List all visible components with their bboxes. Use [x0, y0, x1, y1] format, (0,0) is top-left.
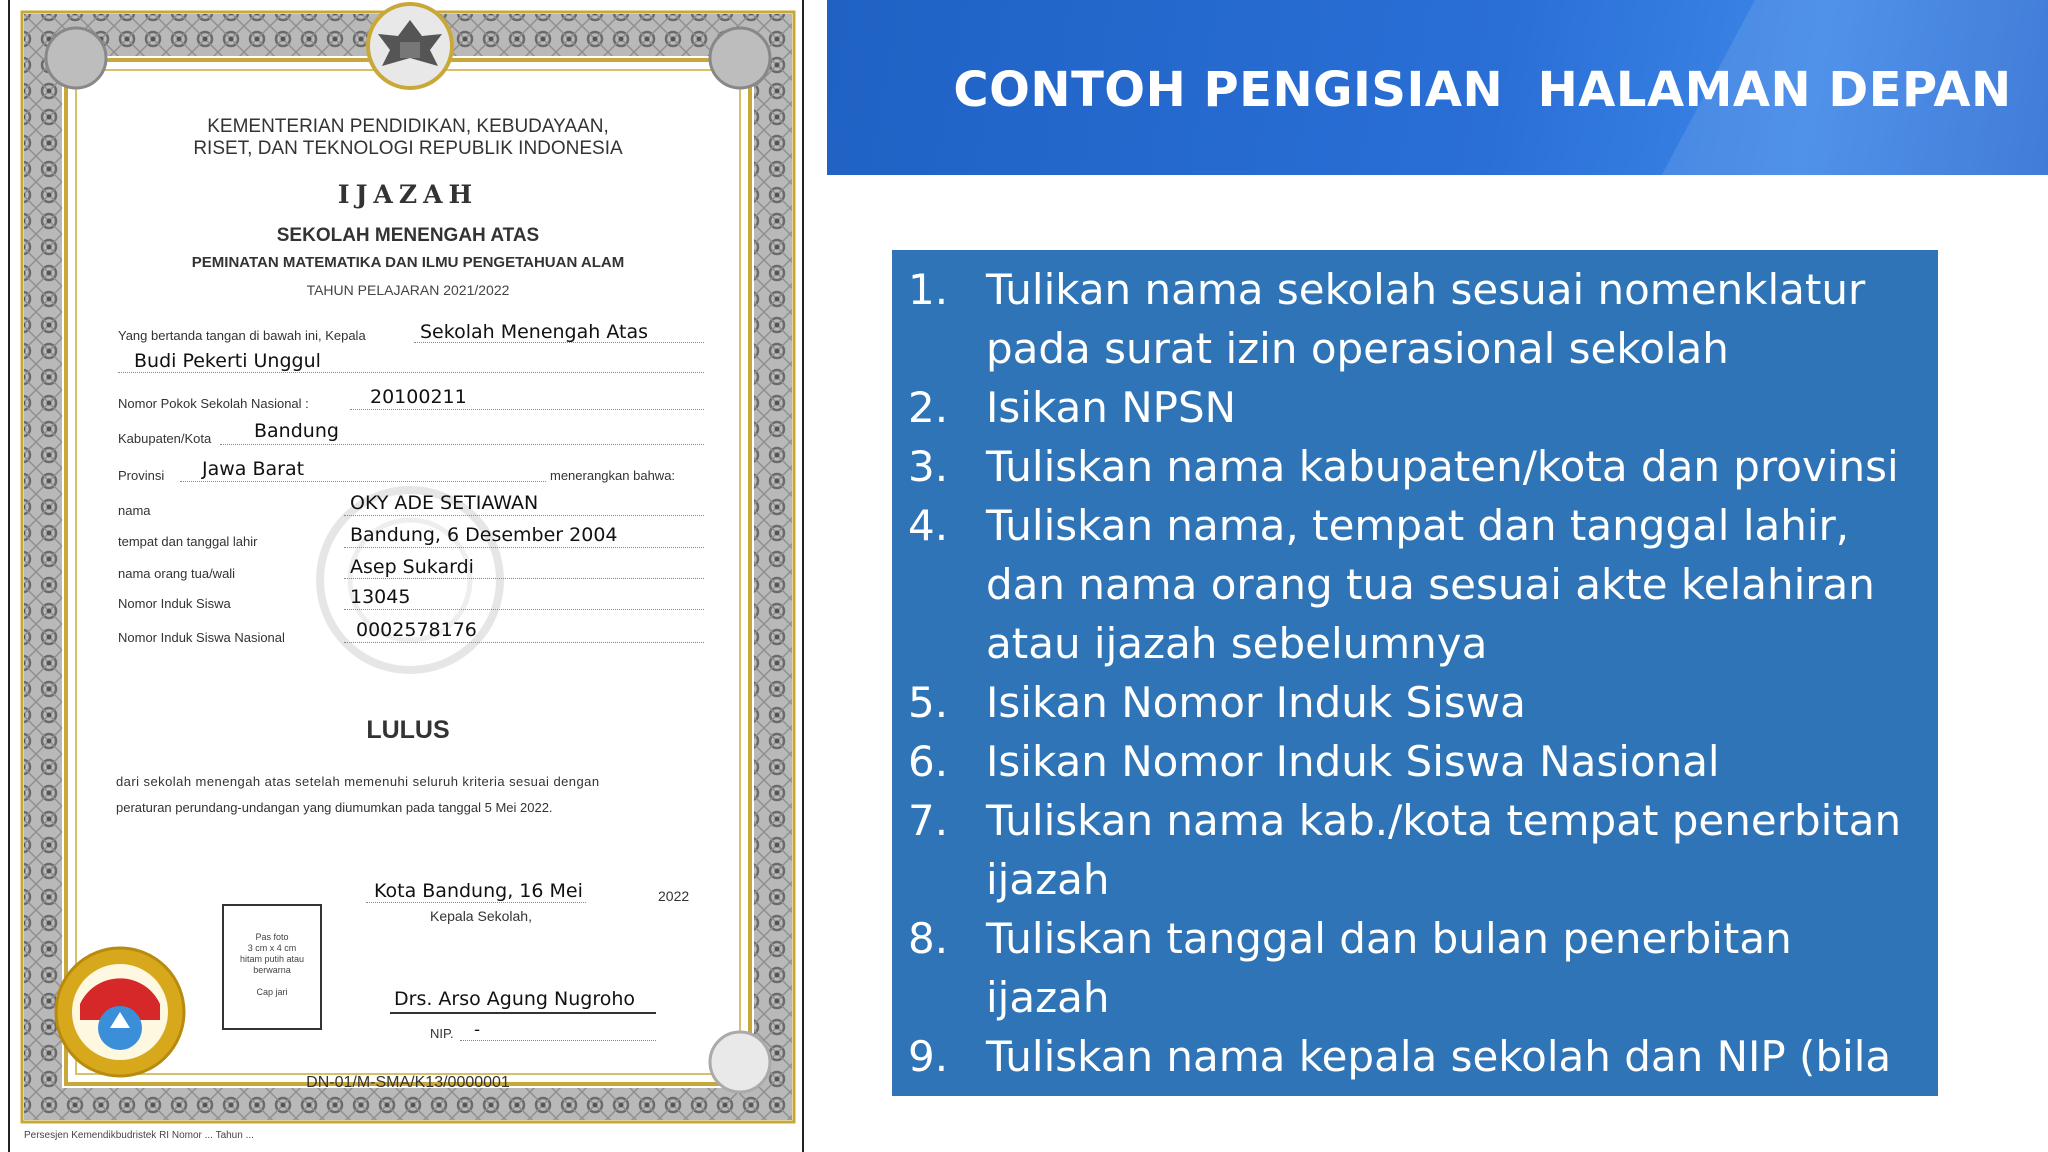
- dotted-line: [344, 642, 704, 643]
- instruction-item: [892, 378, 1938, 437]
- academic-year: TAHUN PELAJARAN 2021/2022: [306, 282, 510, 298]
- dotted-line: [460, 1040, 656, 1041]
- nip-label: NIP.: [430, 1026, 454, 1041]
- instruction-item: [892, 260, 1938, 378]
- birth-label: tempat dan tanggal lahir: [118, 534, 258, 549]
- instruction-number: 5.: [908, 678, 949, 727]
- instruction-text: Tuliskan tanggal dan bulan penerbitan ijazah: [986, 914, 1792, 1022]
- document-title: IJAZAH: [337, 180, 479, 209]
- photo-box-text-line: berwarna: [253, 965, 291, 975]
- garuda-emblem-icon: [368, 4, 452, 88]
- dotted-line: [344, 547, 704, 548]
- photo-box-text-line: Cap jari: [256, 987, 288, 997]
- district-label: Kabupaten/Kota: [118, 431, 212, 446]
- npsn-value: 20100211: [370, 386, 467, 408]
- dotted-line: [344, 609, 704, 610]
- statement-line-1: dari sekolah menengah atas setelah memenuhi seluruh kriteria sesuai dengan: [116, 774, 600, 789]
- district-value: Bandung: [254, 420, 339, 442]
- instruction-number: 1.: [908, 265, 949, 314]
- instruction-text: Tuliskan nama kepala sekolah dan NIP (bila ada): [986, 1032, 1892, 1140]
- instruction-list: [892, 260, 1938, 1145]
- principal-title: Kepala Sekolah,: [430, 908, 532, 924]
- student-name-value: OKY ADE SETIAWAN: [350, 492, 539, 514]
- dotted-line: [220, 444, 704, 445]
- dotted-line: [366, 902, 586, 903]
- regulation-footnote: Persesjen Kemendikbudristek RI Nomor ... Tahun ...: [24, 1130, 254, 1141]
- photo-box-text-line: hitam putih atau: [239, 954, 305, 964]
- instruction-number: 9.: [908, 1032, 949, 1081]
- instruction-number: 3.: [908, 442, 949, 491]
- nisn-label: Nomor Induk Siswa Nasional: [118, 630, 285, 645]
- issue-year: 2022: [658, 888, 690, 904]
- graduation-result: LULUS: [366, 716, 450, 744]
- province-value: Jawa Barat: [202, 458, 305, 480]
- principal-name: Drs. Arso Agung Nugroho: [394, 988, 636, 1010]
- dotted-line: [344, 578, 704, 579]
- certificate-body: [104, 78, 712, 1096]
- instruction-text: Tuliskan nama, tempat dan tanggal lahir, dan nama orang tua sesuai akte kelahiran atau ijazah sebelumnya: [986, 501, 1875, 668]
- nis-value: 13045: [350, 586, 411, 608]
- nis-label: Nomor Induk Siswa: [118, 596, 231, 611]
- instruction-text: Isikan NPSN: [986, 383, 1237, 432]
- statement-line-2: peraturan perundang-undangan yang diumumkan pada tanggal 5 Mei 2022.: [116, 800, 553, 815]
- study-program: PEMINATAN MATEMATIKA DAN ILMU PENGETAHUAN ALAM: [191, 254, 625, 271]
- instruction-text: Tulikan nama sekolah sesuai nomenklatur pada surat izin operasional sekolah: [986, 265, 1866, 373]
- province-label: Provinsi: [118, 468, 165, 483]
- dotted-line: [180, 481, 546, 482]
- instruction-item: [892, 673, 1938, 732]
- instruction-item: [892, 437, 1938, 496]
- certificate: [8, 0, 804, 1152]
- npsn-label: Nomor Pokok Sekolah Nasional :: [118, 396, 309, 411]
- serial-number: DN-01/M-SMA/K13/0000001: [306, 1074, 510, 1091]
- photo-box-text-line: Pas foto: [255, 932, 289, 942]
- parent-value: Asep Sukardi: [350, 556, 474, 578]
- dotted-line: [344, 515, 704, 516]
- instruction-item: [892, 732, 1938, 791]
- instruction-number: 8.: [908, 914, 949, 963]
- student-name-label: nama: [118, 503, 151, 518]
- instruction-number: 4.: [908, 501, 949, 550]
- photo-box-text-line: [224, 976, 320, 987]
- instruction-item: [892, 909, 1938, 1027]
- dotted-line: [414, 342, 704, 343]
- instruction-item: [892, 496, 1938, 673]
- photo-box: [222, 904, 322, 1030]
- states-that-label: menerangkan bahwa:: [550, 468, 676, 483]
- photo-box-text-line: 3 cm x 4 cm: [247, 943, 297, 953]
- instruction-item: [892, 1027, 1938, 1145]
- instruction-text: Tuliskan nama kabupaten/kota dan provinsi: [986, 442, 1899, 491]
- ministry-line-1: KEMENTERIAN PENDIDIKAN, KEBUDAYAAN,: [207, 116, 609, 137]
- page-title: CONTOH PENGISIAN HALAMAN DEPAN: [953, 62, 2012, 118]
- ministry-line-2: RISET, DAN TEKNOLOGI REPUBLIK INDONESIA: [193, 138, 623, 159]
- dotted-line: [350, 409, 704, 410]
- instruction-number: 2.: [908, 383, 949, 432]
- school-name-line-1: Sekolah Menengah Atas: [420, 321, 648, 343]
- dotted-line: [118, 372, 704, 373]
- school-name-line-2: Budi Pekerti Unggul: [134, 350, 321, 372]
- instruction-text: Isikan Nomor Induk Siswa Nasional: [986, 737, 1720, 786]
- nisn-value: 0002578176: [356, 619, 477, 641]
- instruction-text: Isikan Nomor Induk Siswa: [986, 678, 1526, 727]
- issue-place-date: Kota Bandung, 16 Mei: [374, 880, 583, 902]
- instruction-box: [892, 250, 1938, 1140]
- instruction-number: 7.: [908, 796, 949, 845]
- parent-label: nama orang tua/wali: [118, 566, 236, 581]
- school-level: SEKOLAH MENENGAH ATAS: [276, 225, 540, 246]
- instruction-text: Tuliskan nama kab./kota tempat penerbitan ijazah: [986, 796, 1902, 904]
- nip-value: -: [474, 1020, 481, 1040]
- birth-value: Bandung, 6 Desember 2004: [350, 524, 618, 546]
- instruction-item: [892, 791, 1938, 909]
- instruction-number: 6.: [908, 737, 949, 786]
- title-banner: [827, 0, 2048, 175]
- signer-intro: Yang bertanda tangan di bawah ini, Kepala: [118, 328, 366, 343]
- signature-line: [390, 1012, 656, 1014]
